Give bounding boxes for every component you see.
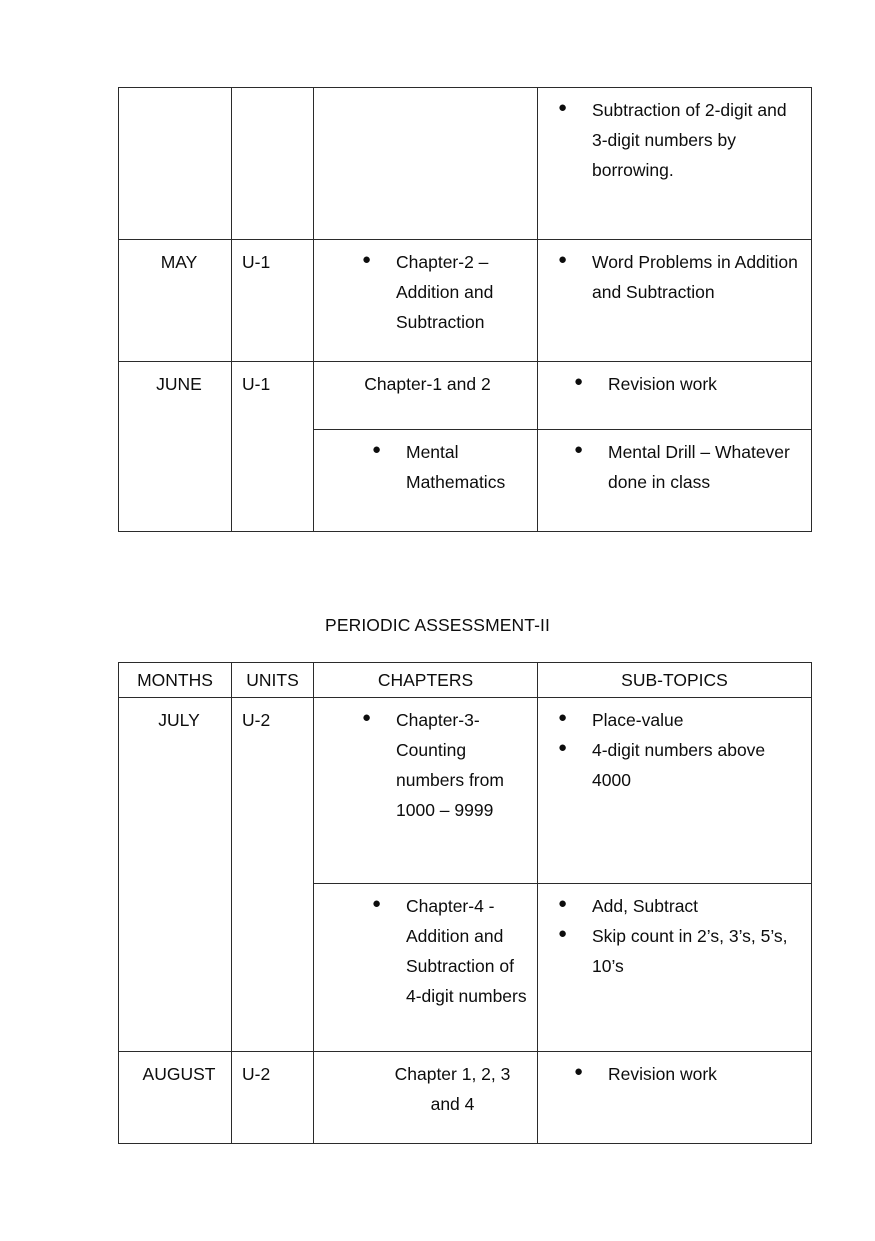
list-item-label: Chapter-4 - Addition and Subtraction of 4-digit numbers (406, 895, 527, 1007)
bullet-icon: ● (558, 894, 568, 912)
cell-unit (232, 1052, 314, 1144)
bullet-icon: ● (574, 373, 584, 391)
chapters-list (326, 437, 529, 497)
unit-label: U-2 (242, 1064, 271, 1085)
subtopics-list (550, 369, 803, 399)
subtopics-list-wrapper (538, 1052, 811, 1095)
month-label: JULY (158, 710, 200, 731)
cell-subtopics (538, 698, 812, 884)
subtopics-list-wrapper (538, 362, 811, 405)
list-item (550, 735, 803, 795)
cell-chapters (314, 88, 538, 240)
bullet-icon: ● (558, 251, 568, 268)
cell-month (119, 88, 232, 240)
cell-chapters (314, 240, 538, 362)
month-label (119, 88, 231, 101)
list-item (326, 705, 529, 825)
unit-label (232, 88, 313, 101)
list-item (550, 437, 803, 497)
cell-chapters (314, 1052, 538, 1144)
cell-subtopics (538, 88, 812, 240)
chapters-list (326, 891, 529, 1011)
chapters-list-wrapper (314, 884, 537, 1017)
subtopics-list (550, 705, 803, 795)
chapters-list-wrapper (314, 430, 537, 503)
list-item-label: Chapter-3- Counting numbers from 1000 – 9999 (396, 710, 504, 821)
chapters-plain-text (314, 88, 537, 101)
list-item-label: Mental Drill – Whatever done in class (608, 442, 790, 493)
periodic-assessment-1-table (118, 87, 812, 532)
subtopics-list-wrapper (538, 430, 811, 503)
column-header-label: UNITS (246, 670, 299, 690)
subtopics-list (550, 1059, 803, 1089)
list-item-label: Subtraction of 2-digit and 3-digit numbers by borrowing. (592, 100, 787, 181)
subtopics-list (550, 437, 803, 497)
table-header-row (119, 663, 812, 698)
list-item (550, 247, 803, 307)
section-heading: PERIODIC ASSESSMENT-II (325, 615, 550, 635)
month-label: AUGUST (142, 1064, 216, 1085)
cell-subtopics (538, 240, 812, 362)
cell-unit (232, 362, 314, 532)
list-item (550, 1059, 803, 1089)
list-item-label: Add, Subtract (592, 895, 699, 916)
table-row (119, 698, 812, 884)
list-item (550, 369, 803, 399)
cell-month (119, 698, 232, 1052)
list-item-label: 4-digit numbers above 4000 (592, 740, 766, 791)
bullet-icon: ● (558, 739, 568, 757)
list-item (550, 95, 803, 185)
bullet-icon: ● (574, 441, 584, 459)
list-item-label: Word Problems in Addition and Subtraction (592, 252, 798, 303)
subtopics-list-wrapper (538, 88, 811, 191)
bullet-icon: ● (558, 99, 568, 116)
list-item (550, 705, 803, 735)
cell-subtopics (538, 430, 812, 532)
unit-label: U-1 (242, 252, 271, 272)
chapters-plain-text: Chapter 1, 2, 3 and 4 (394, 1064, 511, 1115)
periodic-assessment-2-table (118, 662, 812, 1144)
month-label: JUNE (156, 374, 202, 395)
subtopics-list (550, 891, 803, 981)
list-item-label: Mental Mathematics (406, 442, 506, 493)
column-header-months (119, 663, 232, 698)
column-header-chapters (314, 663, 538, 698)
cell-subtopics (538, 362, 812, 430)
cell-subtopics (538, 883, 812, 1051)
column-header-label: MONTHS (137, 670, 213, 690)
column-header-units (232, 663, 314, 698)
subtopics-list (550, 247, 803, 307)
bullet-icon: ● (558, 709, 568, 727)
cell-month (119, 362, 232, 532)
subtopics-list-wrapper (538, 240, 811, 313)
cell-chapters (314, 883, 538, 1051)
cell-chapters (314, 362, 538, 430)
table-row (119, 88, 812, 240)
month-label: MAY (160, 252, 198, 272)
column-header-subtopics (538, 663, 812, 698)
cell-chapters (314, 698, 538, 884)
bullet-icon: ● (372, 441, 382, 459)
list-item (326, 247, 529, 337)
bullet-icon: ● (372, 894, 382, 912)
cell-unit (232, 88, 314, 240)
chapters-list (326, 705, 529, 825)
cell-month (119, 240, 232, 362)
unit-label: U-1 (242, 374, 271, 395)
list-item (326, 437, 529, 497)
table-row (119, 1052, 812, 1144)
chapters-plain-text: Chapter-1 and 2 (364, 374, 491, 395)
list-item-label: Revision work (608, 374, 717, 395)
chapters-list-wrapper (314, 240, 537, 343)
subtopics-list-wrapper (538, 884, 811, 987)
column-header-label: SUB-TOPICS (621, 670, 728, 690)
unit-label: U-2 (242, 710, 271, 731)
column-header-label: CHAPTERS (377, 670, 474, 690)
list-item-label: Revision work (608, 1064, 717, 1085)
chapters-list-wrapper (314, 698, 537, 831)
list-item-label: Place-value (592, 710, 684, 731)
subtopics-list-wrapper (538, 698, 811, 801)
table-row (119, 362, 812, 430)
list-item-label: Chapter-2 – Addition and Subtraction (396, 252, 494, 333)
bullet-icon: ● (362, 251, 372, 268)
cell-unit (232, 698, 314, 1052)
bullet-icon: ● (574, 1063, 584, 1081)
bullet-icon: ● (362, 709, 372, 727)
list-item (550, 921, 803, 981)
cell-subtopics (538, 1052, 812, 1144)
chapters-list (326, 247, 529, 337)
cell-unit (232, 240, 314, 362)
list-item-label: Skip count in 2’s, 3’s, 5’s, 10’s (592, 925, 788, 977)
subtopics-list (550, 95, 803, 185)
cell-month (119, 1052, 232, 1144)
list-item (326, 891, 529, 1011)
bullet-icon: ● (558, 924, 568, 942)
table-row (119, 240, 812, 362)
cell-chapters (314, 430, 538, 532)
list-item (550, 891, 803, 921)
